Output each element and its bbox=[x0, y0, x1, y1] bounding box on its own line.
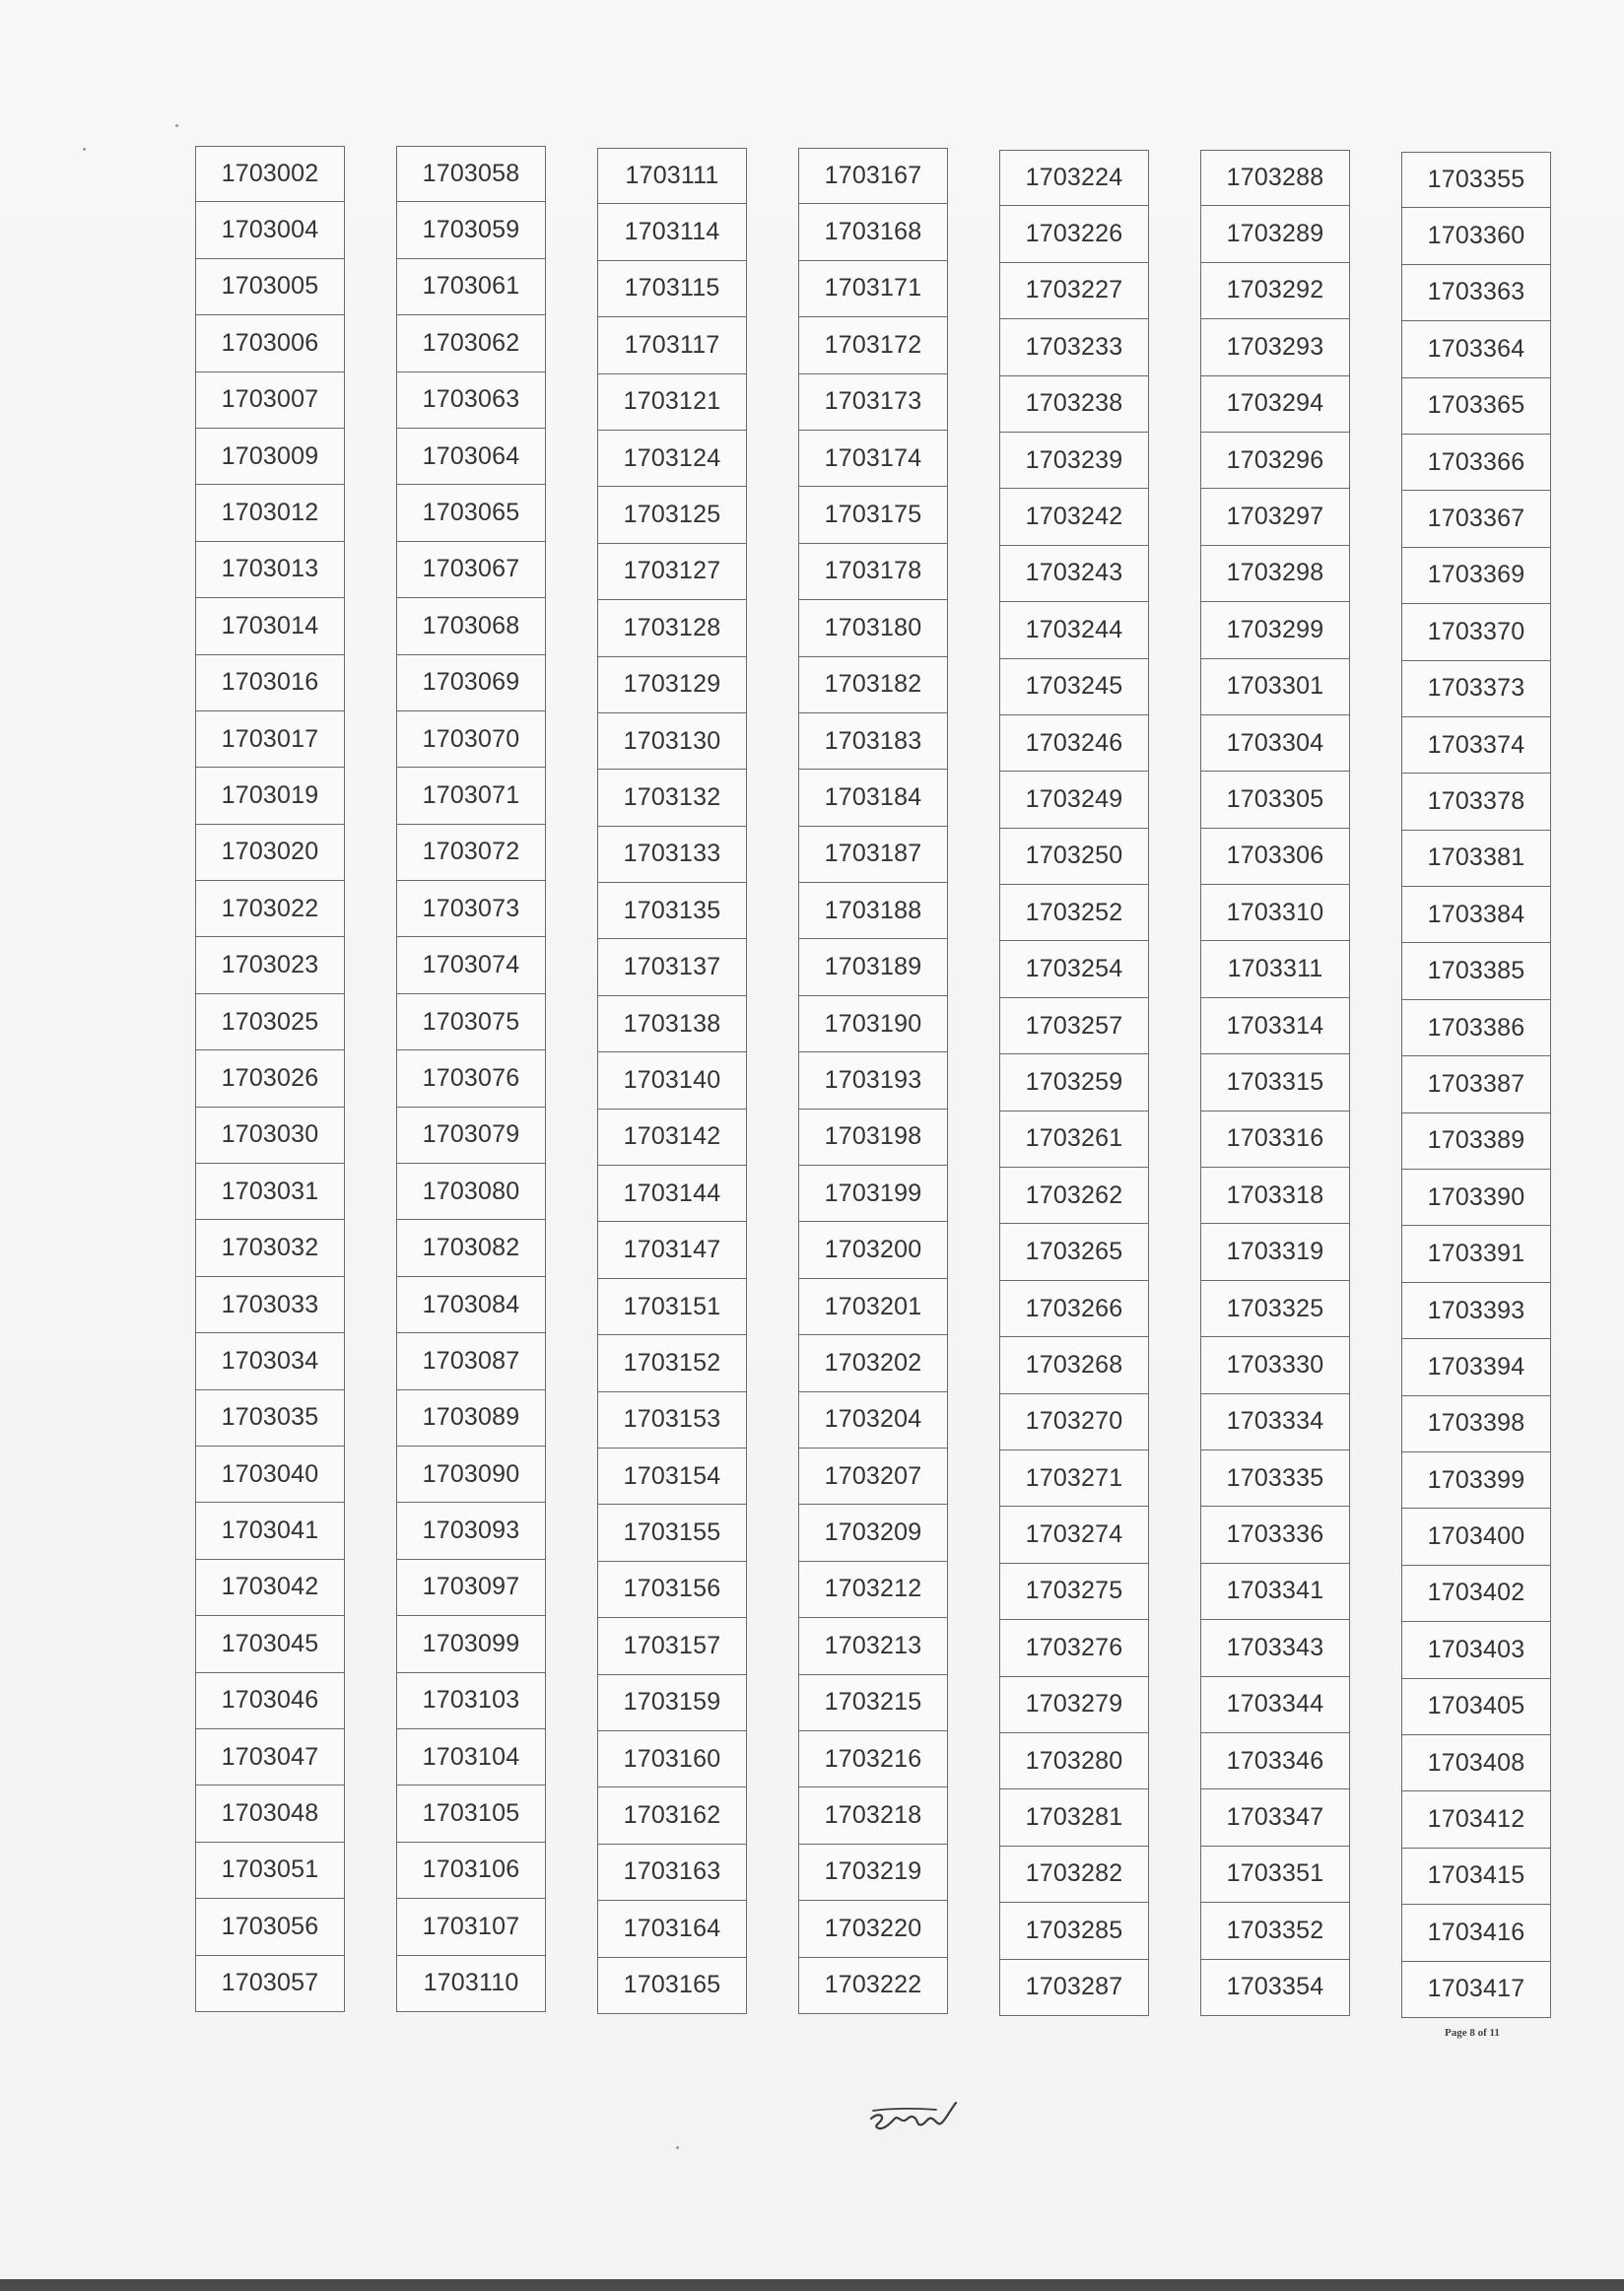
handwritten-signature-icon bbox=[867, 2097, 966, 2142]
roll-number-cell: 1703031 bbox=[195, 1164, 345, 1220]
roll-number-cell: 1703310 bbox=[1200, 885, 1350, 941]
roll-number-cell: 1703202 bbox=[798, 1335, 948, 1391]
roll-number-cell: 1703287 bbox=[999, 1960, 1149, 2016]
roll-number-column-1 bbox=[195, 146, 345, 2012]
roll-number-cell: 1703033 bbox=[195, 1277, 345, 1333]
roll-number-cell: 1703219 bbox=[798, 1845, 948, 1901]
roll-number-cell: 1703019 bbox=[195, 768, 345, 824]
roll-number-column-4 bbox=[798, 148, 948, 2014]
roll-number-cell: 1703254 bbox=[999, 941, 1149, 997]
roll-number-cell: 1703280 bbox=[999, 1733, 1149, 1789]
roll-number-cell: 1703265 bbox=[999, 1224, 1149, 1280]
roll-number-cell: 1703316 bbox=[1200, 1112, 1350, 1168]
roll-number-cell: 1703416 bbox=[1401, 1905, 1551, 1961]
roll-number-cell: 1703402 bbox=[1401, 1566, 1551, 1622]
roll-number-cell: 1703239 bbox=[999, 433, 1149, 489]
roll-number-cell: 1703157 bbox=[597, 1618, 747, 1674]
roll-number-cell: 1703030 bbox=[195, 1108, 345, 1164]
roll-number-cell: 1703373 bbox=[1401, 661, 1551, 717]
roll-number-column-3 bbox=[597, 148, 747, 2014]
roll-number-cell: 1703070 bbox=[396, 711, 546, 768]
roll-number-cell: 1703351 bbox=[1200, 1847, 1350, 1903]
roll-number-cell: 1703135 bbox=[597, 883, 747, 939]
roll-number-cell: 1703212 bbox=[798, 1562, 948, 1618]
roll-number-cell: 1703035 bbox=[195, 1390, 345, 1447]
roll-number-cell: 1703165 bbox=[597, 1958, 747, 2014]
scan-speck bbox=[83, 148, 86, 151]
roll-number-cell: 1703315 bbox=[1200, 1054, 1350, 1111]
roll-number-cell: 1703268 bbox=[999, 1337, 1149, 1393]
scan-bottom-edge bbox=[0, 2279, 1624, 2291]
roll-number-cell: 1703405 bbox=[1401, 1679, 1551, 1735]
roll-number-cell: 1703325 bbox=[1200, 1281, 1350, 1337]
roll-number-cell: 1703133 bbox=[597, 827, 747, 883]
roll-number-cell: 1703160 bbox=[597, 1731, 747, 1787]
roll-number-cell: 1703004 bbox=[195, 202, 345, 258]
roll-number-cell: 1703318 bbox=[1200, 1168, 1350, 1224]
roll-number-cell: 1703155 bbox=[597, 1505, 747, 1561]
roll-number-cell: 1703341 bbox=[1200, 1564, 1350, 1620]
roll-number-cell: 1703114 bbox=[597, 204, 747, 260]
roll-number-cell: 1703369 bbox=[1401, 548, 1551, 604]
roll-number-cell: 1703249 bbox=[999, 772, 1149, 828]
roll-number-cell: 1703198 bbox=[798, 1110, 948, 1166]
roll-number-cell: 1703417 bbox=[1401, 1962, 1551, 2018]
roll-number-cell: 1703110 bbox=[396, 1956, 546, 2012]
roll-number-column-6 bbox=[1200, 150, 1350, 2016]
roll-number-cell: 1703137 bbox=[597, 939, 747, 995]
roll-number-cell: 1703276 bbox=[999, 1620, 1149, 1676]
roll-number-cell: 1703168 bbox=[798, 204, 948, 260]
roll-number-cell: 1703412 bbox=[1401, 1791, 1551, 1848]
roll-number-cell: 1703171 bbox=[798, 261, 948, 317]
roll-number-cell: 1703201 bbox=[798, 1279, 948, 1335]
roll-number-cell: 1703130 bbox=[597, 713, 747, 770]
roll-number-cell: 1703069 bbox=[396, 655, 546, 711]
roll-number-cell: 1703213 bbox=[798, 1618, 948, 1674]
roll-number-cell: 1703002 bbox=[195, 146, 345, 202]
scan-speck bbox=[676, 2146, 679, 2149]
roll-number-cell: 1703140 bbox=[597, 1052, 747, 1109]
roll-number-column-7 bbox=[1401, 152, 1551, 2018]
roll-number-cell: 1703105 bbox=[396, 1786, 546, 1842]
roll-number-cell: 1703266 bbox=[999, 1281, 1149, 1337]
roll-number-cell: 1703384 bbox=[1401, 887, 1551, 943]
roll-number-cell: 1703200 bbox=[798, 1222, 948, 1278]
roll-number-cell: 1703023 bbox=[195, 937, 345, 993]
roll-number-cell: 1703093 bbox=[396, 1503, 546, 1559]
roll-number-cell: 1703400 bbox=[1401, 1509, 1551, 1565]
roll-number-cell: 1703163 bbox=[597, 1845, 747, 1901]
roll-number-cell: 1703073 bbox=[396, 881, 546, 937]
roll-number-cell: 1703144 bbox=[597, 1166, 747, 1222]
roll-number-cell: 1703051 bbox=[195, 1843, 345, 1899]
roll-number-cell: 1703390 bbox=[1401, 1170, 1551, 1226]
roll-number-cell: 1703132 bbox=[597, 770, 747, 826]
roll-number-cell: 1703385 bbox=[1401, 943, 1551, 999]
roll-number-cell: 1703294 bbox=[1200, 376, 1350, 433]
roll-number-cell: 1703064 bbox=[396, 429, 546, 485]
roll-number-cell: 1703367 bbox=[1401, 491, 1551, 547]
roll-number-cell: 1703365 bbox=[1401, 378, 1551, 435]
roll-number-cell: 1703288 bbox=[1200, 150, 1350, 206]
roll-number-column-2 bbox=[396, 146, 546, 2012]
roll-number-cell: 1703151 bbox=[597, 1279, 747, 1335]
roll-number-cell: 1703250 bbox=[999, 829, 1149, 885]
roll-number-cell: 1703128 bbox=[597, 600, 747, 656]
roll-number-cell: 1703347 bbox=[1200, 1789, 1350, 1846]
roll-number-cell: 1703048 bbox=[195, 1786, 345, 1842]
roll-number-cell: 1703242 bbox=[999, 489, 1149, 545]
roll-number-cell: 1703103 bbox=[396, 1673, 546, 1729]
roll-number-cell: 1703274 bbox=[999, 1507, 1149, 1563]
roll-number-cell: 1703007 bbox=[195, 372, 345, 429]
roll-number-cell: 1703233 bbox=[999, 319, 1149, 375]
roll-number-cell: 1703336 bbox=[1200, 1507, 1350, 1563]
roll-number-cell: 1703012 bbox=[195, 485, 345, 541]
roll-number-cell: 1703391 bbox=[1401, 1226, 1551, 1282]
roll-number-cell: 1703259 bbox=[999, 1054, 1149, 1111]
roll-number-cell: 1703063 bbox=[396, 372, 546, 429]
roll-number-cell: 1703182 bbox=[798, 657, 948, 713]
roll-number-cell: 1703330 bbox=[1200, 1337, 1350, 1393]
roll-number-cell: 1703189 bbox=[798, 939, 948, 995]
roll-number-cell: 1703352 bbox=[1200, 1903, 1350, 1959]
roll-number-cell: 1703289 bbox=[1200, 206, 1350, 262]
roll-number-cell: 1703188 bbox=[798, 883, 948, 939]
roll-number-cell: 1703162 bbox=[597, 1787, 747, 1844]
roll-number-cell: 1703082 bbox=[396, 1220, 546, 1276]
roll-number-cell: 1703026 bbox=[195, 1050, 345, 1107]
roll-number-cell: 1703032 bbox=[195, 1220, 345, 1276]
page-number: Page 8 of 11 bbox=[1445, 2027, 1500, 2039]
roll-number-cell: 1703075 bbox=[396, 994, 546, 1050]
roll-number-cell: 1703187 bbox=[798, 827, 948, 883]
roll-number-cell: 1703046 bbox=[195, 1673, 345, 1729]
roll-number-cell: 1703127 bbox=[597, 544, 747, 600]
roll-number-cell: 1703374 bbox=[1401, 717, 1551, 774]
roll-number-cell: 1703147 bbox=[597, 1222, 747, 1278]
roll-number-cell: 1703059 bbox=[396, 202, 546, 258]
roll-number-cell: 1703058 bbox=[396, 146, 546, 202]
roll-number-cell: 1703243 bbox=[999, 546, 1149, 602]
roll-number-cell: 1703153 bbox=[597, 1392, 747, 1449]
roll-number-cell: 1703271 bbox=[999, 1450, 1149, 1507]
roll-number-cell: 1703061 bbox=[396, 259, 546, 315]
roll-number-cell: 1703142 bbox=[597, 1110, 747, 1166]
roll-number-cell: 1703009 bbox=[195, 429, 345, 485]
roll-number-cell: 1703020 bbox=[195, 825, 345, 881]
roll-number-cell: 1703366 bbox=[1401, 435, 1551, 491]
roll-number-cell: 1703226 bbox=[999, 206, 1149, 262]
roll-number-cell: 1703106 bbox=[396, 1843, 546, 1899]
roll-number-cell: 1703270 bbox=[999, 1394, 1149, 1450]
roll-number-cell: 1703343 bbox=[1200, 1620, 1350, 1676]
roll-number-cell: 1703022 bbox=[195, 881, 345, 937]
roll-number-cell: 1703016 bbox=[195, 655, 345, 711]
roll-number-cell: 1703121 bbox=[597, 374, 747, 431]
roll-number-cell: 1703199 bbox=[798, 1166, 948, 1222]
roll-number-cell: 1703335 bbox=[1200, 1450, 1350, 1507]
roll-number-cell: 1703399 bbox=[1401, 1452, 1551, 1509]
roll-number-cell: 1703013 bbox=[195, 542, 345, 598]
roll-number-cell: 1703215 bbox=[798, 1675, 948, 1731]
roll-number-cell: 1703398 bbox=[1401, 1396, 1551, 1452]
roll-number-cell: 1703079 bbox=[396, 1108, 546, 1164]
roll-number-cell: 1703224 bbox=[999, 150, 1149, 206]
roll-number-cell: 1703216 bbox=[798, 1731, 948, 1787]
roll-number-cell: 1703279 bbox=[999, 1677, 1149, 1733]
roll-number-cell: 1703111 bbox=[597, 148, 747, 204]
roll-number-cell: 1703067 bbox=[396, 542, 546, 598]
roll-number-cell: 1703281 bbox=[999, 1789, 1149, 1846]
roll-number-cell: 1703072 bbox=[396, 825, 546, 881]
roll-number-cell: 1703017 bbox=[195, 711, 345, 768]
roll-number-cell: 1703087 bbox=[396, 1333, 546, 1389]
roll-number-cell: 1703159 bbox=[597, 1675, 747, 1731]
roll-number-cell: 1703363 bbox=[1401, 265, 1551, 321]
roll-number-cell: 1703097 bbox=[396, 1560, 546, 1616]
roll-number-cell: 1703297 bbox=[1200, 489, 1350, 545]
roll-number-cell: 1703293 bbox=[1200, 319, 1350, 375]
roll-number-cell: 1703346 bbox=[1200, 1733, 1350, 1789]
roll-number-cell: 1703301 bbox=[1200, 659, 1350, 715]
roll-number-cell: 1703246 bbox=[999, 715, 1149, 772]
roll-number-cell: 1703408 bbox=[1401, 1735, 1551, 1791]
roll-number-cell: 1703006 bbox=[195, 315, 345, 371]
roll-number-cell: 1703299 bbox=[1200, 602, 1350, 658]
roll-number-cell: 1703252 bbox=[999, 885, 1149, 941]
roll-number-cell: 1703261 bbox=[999, 1112, 1149, 1168]
roll-number-cell: 1703076 bbox=[396, 1050, 546, 1107]
roll-number-cell: 1703354 bbox=[1200, 1960, 1350, 2016]
roll-number-cell: 1703415 bbox=[1401, 1849, 1551, 1905]
roll-number-cell: 1703047 bbox=[195, 1729, 345, 1786]
roll-number-cell: 1703045 bbox=[195, 1616, 345, 1672]
roll-number-cell: 1703193 bbox=[798, 1052, 948, 1109]
roll-number-cell: 1703381 bbox=[1401, 831, 1551, 887]
roll-number-cell: 1703183 bbox=[798, 713, 948, 770]
roll-number-cell: 1703296 bbox=[1200, 433, 1350, 489]
roll-number-cell: 1703184 bbox=[798, 770, 948, 826]
roll-number-cell: 1703034 bbox=[195, 1333, 345, 1389]
roll-number-cell: 1703068 bbox=[396, 598, 546, 654]
roll-number-cell: 1703311 bbox=[1200, 941, 1350, 997]
roll-number-cell: 1703220 bbox=[798, 1901, 948, 1957]
roll-number-cell: 1703305 bbox=[1200, 772, 1350, 828]
roll-number-cell: 1703389 bbox=[1401, 1113, 1551, 1170]
roll-number-cell: 1703218 bbox=[798, 1787, 948, 1844]
roll-number-cell: 1703172 bbox=[798, 317, 948, 373]
roll-number-column-5 bbox=[999, 150, 1149, 2016]
roll-number-cell: 1703207 bbox=[798, 1449, 948, 1505]
roll-number-cell: 1703394 bbox=[1401, 1339, 1551, 1395]
roll-number-cell: 1703080 bbox=[396, 1164, 546, 1220]
roll-number-cell: 1703138 bbox=[597, 996, 747, 1052]
roll-number-cell: 1703089 bbox=[396, 1390, 546, 1447]
roll-number-cell: 1703257 bbox=[999, 998, 1149, 1054]
roll-number-cell: 1703152 bbox=[597, 1335, 747, 1391]
roll-number-cell: 1703298 bbox=[1200, 546, 1350, 602]
roll-number-cell: 1703355 bbox=[1401, 152, 1551, 208]
roll-number-cell: 1703005 bbox=[195, 259, 345, 315]
roll-number-cell: 1703090 bbox=[396, 1447, 546, 1503]
roll-number-cell: 1703065 bbox=[396, 485, 546, 541]
roll-number-cell: 1703104 bbox=[396, 1729, 546, 1786]
roll-number-cell: 1703262 bbox=[999, 1168, 1149, 1224]
scan-speck bbox=[175, 124, 178, 127]
roll-number-cell: 1703071 bbox=[396, 768, 546, 824]
roll-number-cell: 1703282 bbox=[999, 1847, 1149, 1903]
roll-number-cell: 1703178 bbox=[798, 544, 948, 600]
roll-number-cell: 1703164 bbox=[597, 1901, 747, 1957]
roll-number-cell: 1703285 bbox=[999, 1903, 1149, 1959]
roll-number-cell: 1703041 bbox=[195, 1503, 345, 1559]
roll-number-cell: 1703074 bbox=[396, 937, 546, 993]
roll-number-cell: 1703222 bbox=[798, 1958, 948, 2014]
roll-number-cell: 1703306 bbox=[1200, 829, 1350, 885]
roll-number-cell: 1703084 bbox=[396, 1277, 546, 1333]
roll-number-cell: 1703057 bbox=[195, 1956, 345, 2012]
roll-number-cell: 1703304 bbox=[1200, 715, 1350, 772]
roll-number-cell: 1703062 bbox=[396, 315, 546, 371]
roll-number-cell: 1703107 bbox=[396, 1899, 546, 1955]
roll-number-cell: 1703334 bbox=[1200, 1394, 1350, 1450]
roll-number-cell: 1703364 bbox=[1401, 321, 1551, 377]
roll-number-cell: 1703173 bbox=[798, 374, 948, 431]
roll-number-cell: 1703014 bbox=[195, 598, 345, 654]
roll-number-cell: 1703245 bbox=[999, 659, 1149, 715]
roll-number-cell: 1703387 bbox=[1401, 1056, 1551, 1112]
roll-number-cell: 1703156 bbox=[597, 1562, 747, 1618]
roll-number-cell: 1703378 bbox=[1401, 774, 1551, 830]
roll-number-cell: 1703180 bbox=[798, 600, 948, 656]
roll-number-cell: 1703386 bbox=[1401, 1000, 1551, 1056]
roll-number-cell: 1703393 bbox=[1401, 1283, 1551, 1339]
roll-number-cell: 1703238 bbox=[999, 376, 1149, 433]
roll-number-cell: 1703360 bbox=[1401, 208, 1551, 264]
roll-number-cell: 1703344 bbox=[1200, 1677, 1350, 1733]
roll-number-cell: 1703056 bbox=[195, 1899, 345, 1955]
roll-number-cell: 1703117 bbox=[597, 317, 747, 373]
roll-number-cell: 1703244 bbox=[999, 602, 1149, 658]
roll-number-cell: 1703314 bbox=[1200, 998, 1350, 1054]
roll-number-cell: 1703099 bbox=[396, 1616, 546, 1672]
roll-number-cell: 1703129 bbox=[597, 657, 747, 713]
roll-number-cell: 1703227 bbox=[999, 263, 1149, 319]
roll-number-cell: 1703175 bbox=[798, 487, 948, 543]
roll-number-cell: 1703275 bbox=[999, 1564, 1149, 1620]
roll-number-cell: 1703042 bbox=[195, 1560, 345, 1616]
roll-number-cell: 1703204 bbox=[798, 1392, 948, 1449]
roll-number-cell: 1703040 bbox=[195, 1447, 345, 1503]
roll-number-cell: 1703292 bbox=[1200, 263, 1350, 319]
roll-number-cell: 1703125 bbox=[597, 487, 747, 543]
roll-number-cell: 1703209 bbox=[798, 1505, 948, 1561]
roll-number-cell: 1703025 bbox=[195, 994, 345, 1050]
roll-number-cell: 1703190 bbox=[798, 996, 948, 1052]
roll-number-cell: 1703174 bbox=[798, 431, 948, 487]
roll-number-cell: 1703124 bbox=[597, 431, 747, 487]
roll-number-cell: 1703319 bbox=[1200, 1224, 1350, 1280]
roll-number-cell: 1703370 bbox=[1401, 604, 1551, 660]
roll-number-cell: 1703115 bbox=[597, 261, 747, 317]
roll-number-cell: 1703154 bbox=[597, 1449, 747, 1505]
roll-number-cell: 1703167 bbox=[798, 148, 948, 204]
roll-number-cell: 1703403 bbox=[1401, 1622, 1551, 1678]
